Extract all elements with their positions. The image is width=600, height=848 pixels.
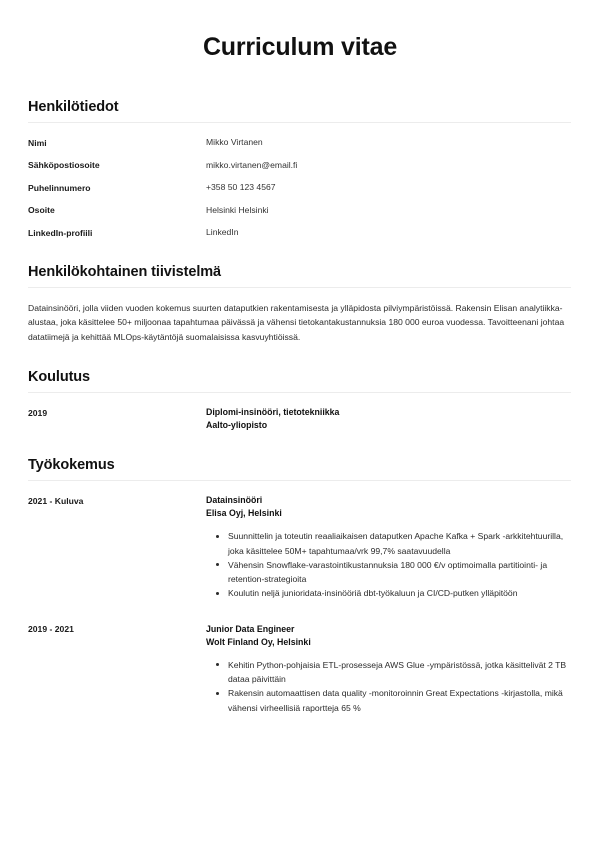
section-body-personal-details (28, 123, 572, 239)
detail-value: Mikko Virtanen (206, 137, 263, 147)
detail-row (28, 181, 572, 194)
section-education (28, 344, 572, 432)
detail-label: LinkedIn-profiili (28, 227, 93, 238)
experience-entry-date: 2019 - 2021 (28, 624, 74, 635)
document-title: Curriculum vitae (202, 33, 398, 61)
detail-row (28, 204, 572, 217)
experience-entry-company: Wolt Finland Oy, Helsinki (206, 636, 311, 647)
experience-entry-main (206, 494, 572, 600)
experience-bullet: Koulutin neljä junioridata-insinööriä dbt-työkaluun ja CI/CD-putken ylläpitöön (216, 586, 568, 600)
experience-entry (28, 623, 572, 715)
experience-bullet: Rakensin automaattisen data quality -monitoroinnin Great Expectations -kirjastolla, mikä vähensi virheellisiä raportteja 65 % (216, 686, 568, 715)
detail-value: Helsinki Helsinki (206, 204, 269, 215)
experience-bullet: Kehitin Python-pohjaisia ETL-prosesseja AWS Glue -ympäristössä, jotka käsittelivät 2 TB dataa päivittäin (216, 658, 568, 687)
experience-entry-bullets (206, 658, 572, 715)
education-entry (28, 406, 572, 432)
section-heading-summary: Henkilökohtainen tiivistelmä (28, 263, 221, 280)
detail-row (28, 226, 572, 239)
experience-entry-bullets (206, 529, 572, 600)
detail-row (28, 136, 572, 149)
detail-label: Osoite (28, 205, 55, 215)
summary-paragraph: Datainsinööri, jolla viiden vuoden kokemus suurten dataputkien rakentamisesta ja ylläpidosta pilviympäristöissä. Rakensin Elisan analytiikka-alustaa, joka käsittelee 50+ miljoonaa tapahtumaa päivässä ja vähensi tietokantakustannuksia 180 000 euroa vuodessa. Tavoitteenani johtaa datatiimejä ja kehittää MLOps-käytäntöjä suomalaisissa kasvuyhtiöissä. (28, 302, 565, 342)
experience-entry (28, 494, 572, 600)
experience-entry-role: Junior Data Engineer (206, 623, 295, 634)
education-entry-date: 2019 (28, 407, 48, 418)
education-entry-institution: Aalto-yliopisto (206, 420, 268, 431)
detail-row (28, 159, 572, 172)
detail-label: Sähköpostiosoite (28, 160, 100, 170)
detail-value: mikko.virtanen@email.fi (206, 159, 298, 170)
experience-entry-date: 2021 - Kuluva (28, 495, 84, 506)
section-body-education (28, 393, 572, 432)
entry-spacer (28, 601, 572, 623)
experience-entry-main (206, 623, 572, 715)
section-experience (28, 432, 572, 715)
section-heading-education: Koulutus (28, 369, 91, 386)
section-personal-details (28, 62, 572, 239)
experience-entry-role: Datainsinööri (206, 495, 263, 506)
experience-bullet: Vähensin Snowflake-varastointikustannuksia 180 000 €/v optimoimalla partitiointi- ja retention-strategioita (216, 558, 568, 587)
section-summary (28, 239, 572, 345)
section-heading-personal-details: Henkilötiedot (28, 99, 119, 115)
section-body-experience (28, 481, 572, 715)
detail-label: Puhelinnumero (28, 182, 91, 193)
experience-bullet: Suunnittelin ja toteutin reaaliaikaisen dataputken Apache Kafka + Spark -arkkitehtuurilla, joka käsittelee 50M+ tapahtumaa/vrk 99,7% saatavuudella (216, 529, 568, 558)
section-body-summary (28, 288, 572, 345)
detail-value: +358 50 123 4567 (206, 182, 276, 192)
experience-entry-company: Elisa Oyj, Helsinki (206, 508, 282, 519)
detail-label: Nimi (28, 137, 47, 148)
education-entry-degree: Diplomi-insinööri, tietotekniikka (206, 407, 340, 418)
section-heading-experience: Työkokemus (28, 457, 115, 474)
linkedin-profile-value[interactable]: LinkedIn (206, 227, 239, 237)
education-entry-main (206, 406, 572, 432)
